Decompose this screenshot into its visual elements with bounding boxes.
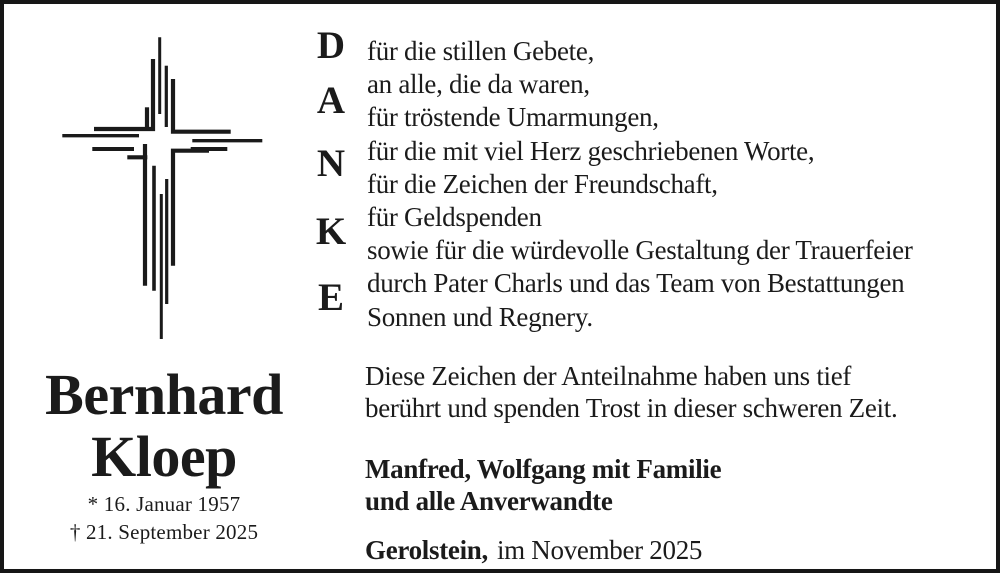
mourners [365,454,721,517]
acrostic-letter-e: E [317,276,344,319]
mourners-line: Manfred, Wolfgang mit Familie [365,454,722,484]
message-line: berührt und spenden Trost in dieser schweren Zeit. [365,393,898,424]
thanks-line: durch Pater Charls und das Team von Bestattungen [367,268,905,299]
acrostic-letter-n: N [316,142,346,185]
deceased-last-name: Kloep [91,424,237,489]
birth-date: * 16. Januar 1957 [87,492,241,516]
thanks-line: sowie für die würdevolle Gestaltung der Trauerfeier [367,235,913,266]
acrostic-letter-d: D [316,24,346,67]
message-line: Diese Zeichen der Anteilnahme haben uns tief [365,361,852,391]
acrostic-letter-k: K [315,210,347,253]
dateline-date: im November 2025 [496,535,703,565]
acrostic-letter-a: A [316,79,346,122]
mourners-line: und alle Anverwandte [365,485,613,516]
thanks-line: für tröstende Umarmungen, [367,102,659,133]
vital-dates [32,490,296,547]
memorial-cross-icon [56,22,268,342]
condolence-message [365,360,897,425]
thanks-line: für Geldspenden [367,202,542,233]
death-date: † 21. September 2025 [69,520,259,545]
thanks-line: an alle, die da waren, [367,69,590,100]
thanks-lines [367,35,913,334]
thanks-line: für die Zeichen der Freundschaft, [367,168,718,199]
deceased-first-name: Bernhard [45,362,283,427]
thanks-line: für die mit viel Herz geschriebenen Worte, [367,135,815,166]
thanks-line: für die stillen Gebete, [367,36,595,66]
deceased-block [32,364,296,547]
dateline [365,535,702,565]
dateline-place: Gerolstein, [365,535,488,565]
thanks-line: Sonnen und Regnery. [367,301,593,332]
